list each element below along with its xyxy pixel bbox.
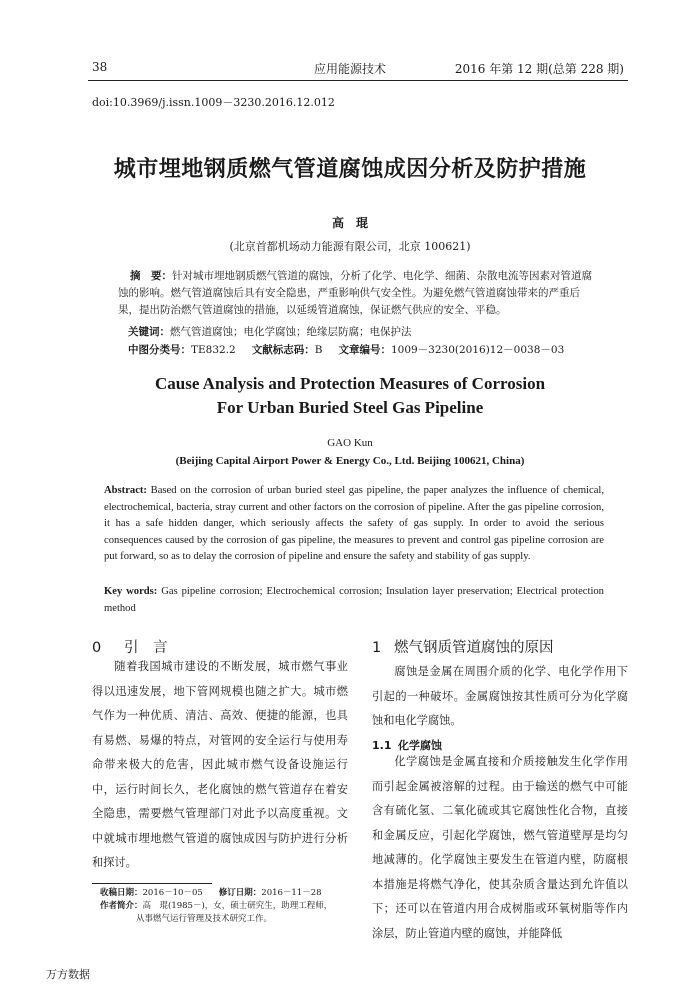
issue-info: 2016 年第 12 期(总第 228 期) [454, 62, 624, 76]
keywords-en-text: Gas pipeline corrosion; Electrochemical corrosion; Insulation layer preservation; Electrical protection method [104, 586, 604, 614]
section-1-title: 燃气钢质管道腐蚀的原因 [394, 640, 554, 656]
abstract-cn-label: 摘 要： [130, 270, 172, 282]
subsection-1-1-number: 1.1 [372, 739, 392, 752]
header-rule [88, 80, 628, 81]
title-en-line1: Cause Analysis and Protection Measures of Corrosion [154, 374, 546, 393]
clc-label: 中图分类号： [128, 344, 191, 356]
section-0-paragraph: 随着我国城市建设的不断发展，城市燃气事业得以迅速发展，地下管网规模也随之扩大。城市燃气作为一种优质、清洁、高效、便捷的能源，也具有易燃、易爆的特点，对管网的安全运行与使用寿命带来极大的危害，因此城市燃气设备设施运行中，运行时间长久，老化腐蚀的燃气管道存在着安全隐患，需要燃气管理部门对此予以高度重视。文中就城市埋地燃气管道的腐蚀成因与防护进行分析和探讨。 [92, 660, 348, 869]
revised-value: 2016－11－28 [261, 888, 322, 898]
abstract-en-text: Based on the corrosion of urban buried steel gas pipeline, the paper analyzes the influence of chemical, electrochemical, bacteria, stray current and other factors on the corrosion of pipeline. After the gas pipeline corrosion, it has a safe hidden danger, which seriously affects the safety of gas supply. In order to avoid the serious consequences caused by the corrosion of gas pipeline, the measures to prevent and control gas pipeline corrosion are put forward, so as to delay the corrosion of pipeline and ensure the safety and stability of gas supply. [104, 485, 604, 563]
footnote [100, 887, 360, 926]
abstract-cn [118, 268, 596, 319]
doi: doi:10.3969/j.issn.1009－3230.2016.12.012 [92, 96, 335, 109]
doc-code-value: B [314, 344, 323, 356]
page-number: 38 [92, 60, 108, 74]
section-0-body [92, 655, 348, 876]
author-bio-line2: 从事燃气运行管理及技术研究工作。 [136, 914, 273, 924]
author-en: GAO Kun [327, 437, 373, 449]
author-bio-label: 作者简介： [100, 901, 143, 911]
footer-watermark: 万方数据 [46, 968, 90, 981]
received-value: 2016－10－05 [142, 888, 203, 898]
affiliation-cn: (北京首都机场动力能源有限公司，北京 100621) [229, 240, 471, 253]
section-1-heading [372, 636, 554, 657]
article-number-value: 1009－3230(2016)12－0038－03 [390, 344, 565, 356]
affiliation-en: (Beijing Capital Airport Power & Energy Co., Ltd. Beijing 100621, China) [175, 455, 525, 467]
keywords-en [104, 584, 604, 617]
title-en [100, 372, 600, 420]
abstract-cn-text: 针对城市埋地钢质燃气管道的腐蚀，分析了化学、电化学、细菌、杂散电流等因素对管道腐蚀的影响。燃气管道腐蚀后具有安全隐患，严重影响供气安全性。为避免燃气管道腐蚀带来的严重后果，提出防治燃气管道腐蚀的措施，以延缓管道腐蚀，保证燃气供应的安全、平稳。 [118, 270, 592, 316]
classification-line [128, 342, 608, 359]
section-0-number: 0 [92, 640, 102, 656]
keywords-cn [128, 324, 598, 341]
subsection-1-1-title: 化学腐蚀 [398, 739, 442, 752]
title-cn: 城市埋地钢质燃气管道腐蚀成因分析及防护措施 [113, 157, 587, 182]
section-1-body [372, 660, 628, 734]
revised-label: 修订日期： [218, 888, 262, 898]
abstract-en-label: Abstract: [104, 485, 147, 496]
abstract-en [104, 483, 604, 566]
keywords-cn-text: 燃气管道腐蚀；电化学腐蚀；绝缘层防腐；电保护法 [170, 326, 412, 338]
section-0-heading [92, 636, 168, 657]
section-0-title: 引 言 [124, 640, 168, 656]
doc-code-label: 文献标志码： [251, 344, 315, 356]
author-bio-line1: 高 琨(1985－)，女，硕士研究生，助理工程师， [142, 901, 333, 911]
subsection-1-1-paragraph: 化学腐蚀是金属直接和介质接触发生化学作用而引起金属被溶解的过程。由于输送的燃气中可能含有硫化氢、二氧化硫或其它腐蚀性化合物，直接和金属反应，引起化学腐蚀，燃气管道壁厚是均匀地减薄的。化学腐蚀主要发生在管道内壁，防腐根本措施是将燃气净化，使其杂质含量达到允许值以下；还可以在管道内用合成树脂或环氧树脂等作内涂层，防止管道内壁的腐蚀，并能降低 [372, 755, 628, 940]
clc-value: TE832.2 [191, 344, 236, 356]
received-label: 收稿日期： [100, 888, 143, 898]
author-cn: 高 琨 [331, 216, 368, 230]
journal-name: 应用能源技术 [313, 62, 386, 76]
keywords-en-label: Key words: [104, 586, 158, 597]
article-number-label: 文章编号： [338, 344, 391, 356]
subsection-1-1-body [372, 750, 628, 946]
footnote-author [100, 900, 360, 913]
section-1-number: 1 [372, 640, 382, 656]
footnote-rule [92, 883, 212, 884]
title-en-line2: For Urban Buried Steel Gas Pipeline [216, 398, 484, 417]
section-1-paragraph: 腐蚀是金属在周围介质的化学、电化学作用下引起的一种破坏。金属腐蚀按其性质可分为化学腐蚀和电化学腐蚀。 [372, 665, 628, 727]
footnote-dates [100, 887, 360, 900]
keywords-cn-label: 关键词： [128, 326, 170, 338]
